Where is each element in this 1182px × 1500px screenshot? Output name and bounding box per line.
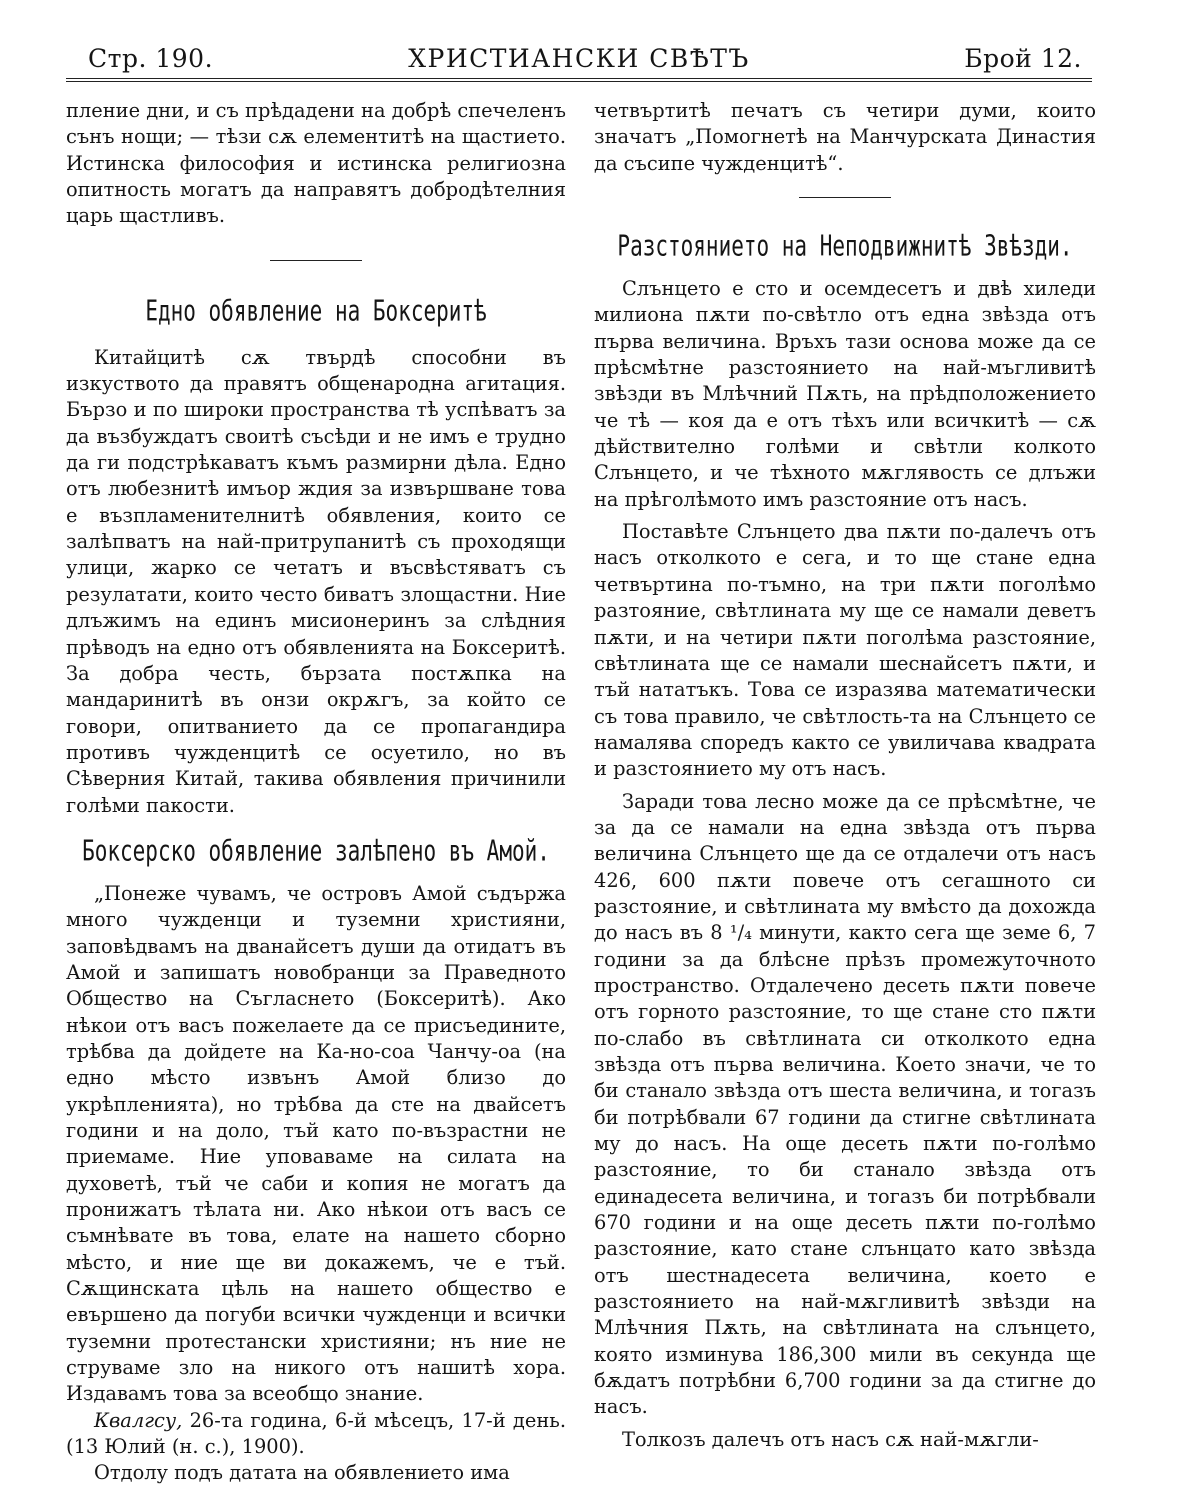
notice-signature	[66, 1408, 566, 1461]
article-body-amoy-notice: „Понеже чувамъ, че островъ Амой съдържа много чужденци и туземни християни, заповѣдвамъ на дванайсетъ души да отидатъ въ Амой и запишатъ новобранци за Праведното Общество на Съгласнето (Боксеритѣ). Ако нѣкои отъ васъ пожелаете да се присъедините, трѣбва да дойдете на Ка-но-соа Чанчу-оа (на едно мѣсто извънъ Амой близо до укрѣпленията), но трѣбва да сте на двайсетъ години и на доло, тъй като по-възрастни не приемаме. Ние уповаваме на силата на духоветѣ, тъй че саби и копия не могатъ да пронижатъ тѣлата ни. Ако нѣкои отъ васъ се съмнѣвате въ това, елате на нашето сборно мѣсто, и ние ще ви докажемъ, че е тъй. Сѫщинската цѣль на нашето общество е евършено да погуби всички чужденци и всички туземни протестански християни; нъ ние не струваме зло на никого отъ нашитѣ хора. Издавамъ това за всеобщо знание.	[66, 881, 566, 1406]
star-distance-paragraph-4: Толкозъ далечъ отъ насъ сѫ най-мѫгли-	[622, 1427, 1039, 1451]
article-heading-star-distance: Разстоянието на Неподвижнитѣ Звѣзди.	[617, 229, 1073, 263]
star-distance-paragraph-1: Слънцето е сто и осемдесетъ и двѣ хиледи милиона пѫти по-свѣтло отъ една звѣзда отъ първа величина. Връхъ тази основа може да се прѣсмѣтне разстоянието на най-мъгливитѣ звѣзди въ Млѣчний Пѫть, на прѣдположението че тѣ — коя да е отъ тѣхъ или всичкитѣ — сѫ дѣйствително голѣми и свѣтли колкото Слънцето, и че тѣхното мѫглявость се длъжи на прѣголѣмото имъ разстояние отъ насъ.	[594, 277, 1096, 511]
page-number: Стр. 190.	[88, 44, 214, 73]
intro-paragraph: пление дни, и съ прѣдадени на добрѣ спечеленъ сънъ нощи; — тѣзи сѫ елементитѣ на щастието. Истинска философия и истинска религиозна опитность могатъ да направятъ добродѣтелния царь щастливъ.	[66, 99, 566, 228]
closing-fragment: Отдолу подъ датата на обявлението има	[94, 1461, 510, 1485]
star-distance-paragraph-3: Заради това лесно може да се прѣсмѣтне, че за да се намали на една звѣзда отъ първа величина Слънцето ще да се отдалечи отъ насъ 426, 600 пѫти повече отъ сегашното си разстояние, и свѣтлината му вмѣсто да дохожда до насъ въ 8 ¹/₄ минути, както сега ще земе 6, 7 години за да блѣсне прѣзъ промежуточното пространство. Отдалечено десеть пѫти повече отъ горното разстояние, то ще стане сто пѫти по-слабо въ свѣтлината си отколкото една звѣзда отъ първа величина. Което значи, че то би станало звѣзда отъ шеста величина, и тогазъ би потрѣбвали 67 години да стигне свѣтлината му до насъ. На още десеть пѫти по-голѣмо разстояние, то би станало звѣзда отъ единадесета величина, и тогазъ би потрѣбвали 670 години и на още десеть пѫти по-голѣмо разстояние, като стане слънцато като звѣзда отъ шестнадесета величина, което е разстоянието на най-мѫгливитѣ звѣзди на Млѣчния Пѫть, на свѣтлината на слънцето, която изминува 186,300 мили въ секунда ще бѫдатъ потрѣбни 6,700 години за да стигне до насъ.	[594, 789, 1096, 1419]
star-distance-paragraph-2: Поставѣте Слънцето два пѫти по-далечъ отъ насъ отколкото е сега, и то ще стане една четвъртина по-тъмно, на три пѫти поголѣмо разтояние, свѣтлината му ще се намали деветъ пѫти, и на четири пѫти поголѣма разстояние, свѣтлината ще се намали шеснайсетъ пѫти, и тъй нататъкъ. Това се изразява математически съ това правило, че свѣтлость-та на Слънцето се намалява споредъ както се увиличава квадрата и разстоянието му отъ насъ.	[594, 520, 1096, 781]
article-heading-boxers-notice: Едно обявление на Боксеритѣ	[145, 294, 487, 327]
signature-place: Квалгсу,	[94, 1408, 183, 1432]
article-body-boxers-notice: Китайцитѣ сѫ твърдѣ способни въ изкуството да правятъ общенародна агитация. Бързо и по широки пространства тѣ успѣватъ за да възбуждатъ своитѣ съсѣди и не имъ е трудно да ги подстрѣкаватъ къмъ размирни дѣла. Едно отъ любезнитѣ имъор ждия за извършване това е възпламенителнитѣ обявления, които се залѣпватъ на най-притрупанитѣ съ проходящи улици, жарко се четатъ и въсвѣстяватъ съ резулатати, които често биватъ злощастни. Ние длъжимъ на единъ мисионеринъ за слѣдния прѣводъ на едно отъ обявленията на Боксеритѣ. За добра честь, бързата постѫпка на мандаринитѣ въ онзи окрѫгъ, за който се говори, опитванието да се пропагандира противъ чужденцитѣ се осуетило, но въ Сѣверния Китай, такива обявления причинили голѣми пакости.	[66, 345, 566, 817]
article-heading-amoy-notice: Боксерско обявление залѣпено въ Амой.	[82, 834, 550, 868]
page-header	[66, 38, 1092, 82]
signature-date: 26-та година, 6-й мѣсецъ, 17-й день. (13 Юлий (н. с.), 1900).	[66, 1408, 566, 1459]
left-column	[66, 98, 566, 1487]
issue-number: Брой 12.	[964, 44, 1082, 73]
continuation-paragraph: четвъртитѣ печатъ съ четири думи, които значатъ „Помогнетѣ на Манчурската Династия да съсипе чужденцитѣ“.	[594, 99, 1096, 175]
publication-title: ХРИСТИАНСКИ СВѢТЪ	[408, 44, 750, 73]
right-column	[594, 98, 1096, 1453]
